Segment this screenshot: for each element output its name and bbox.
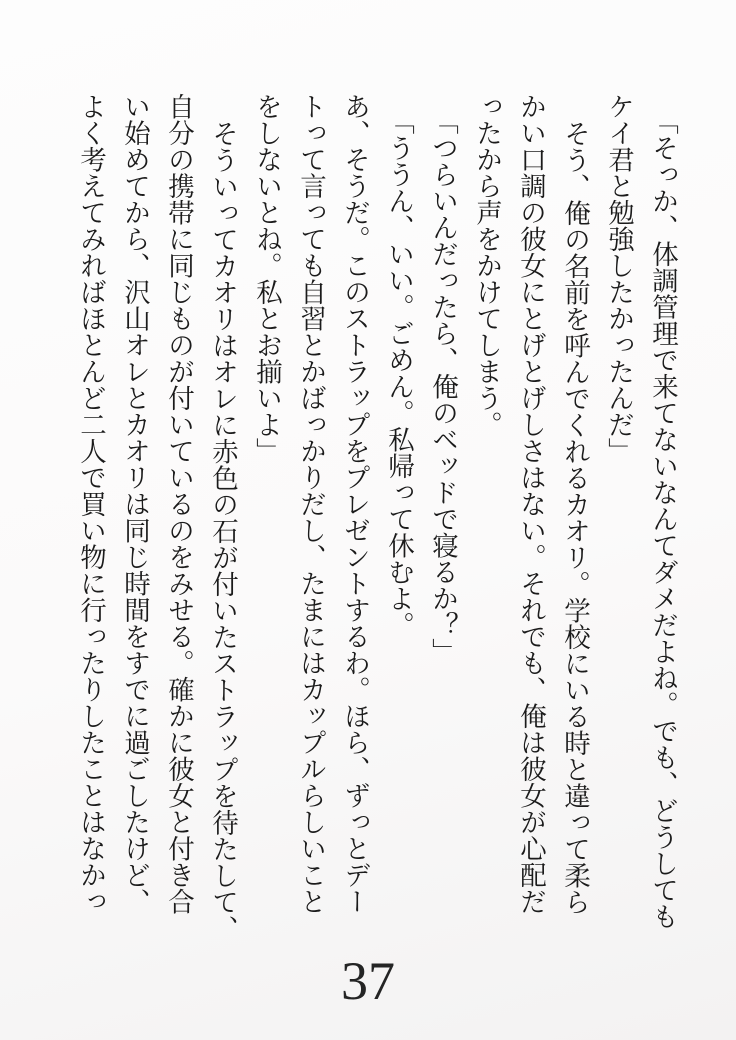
text-column: 「ううん、いい。ごめん。私帰って休むよ。 [384,107,414,638]
text-column: をしないとね。私とお揃いよ」 [252,93,282,464]
text-column: 自分の携帯に同じものが付いているのをみせる。確かに彼女と付き合 [164,93,194,915]
text-column: ったから声をかけてしまう。 [472,93,502,438]
page-number: 37 [341,951,395,1011]
text-column: あ、そうだ。このストラップをプレゼントするわ。ほら、ずっとデー [340,93,370,915]
vertical-text-block [69,93,685,941]
text-column: い始めてから、沢山オレとカオリは同じ時間をすでに過ごしたけど、 [120,93,150,915]
text-column: トって言っても自習とかばっかりだし、たまにはカップルらしいこと [296,93,326,915]
text-column: ケイ君と勉強したかったんだ」 [604,93,634,464]
text-column: 「そっか、体調管理で来てないなんてダメだよね。でも、どうしても [648,107,678,930]
text-column: かい口調の彼女にとげとげしさはない。それでも、俺は彼女が心配だ [516,93,546,915]
text-column: 「つらいんだったら、俺のベッドで寝るか？」 [428,107,458,665]
text-column: そう、俺の名前を呼んでくれるカオリ。学校にいる時と違って柔ら [560,119,590,915]
text-column: そういってカオリはオレに赤色の石が付いたストラップを待たして、 [208,119,238,941]
text-column: よく考えてみればほとんど二人で買い物に行ったりしたことはなかっ [76,93,106,915]
